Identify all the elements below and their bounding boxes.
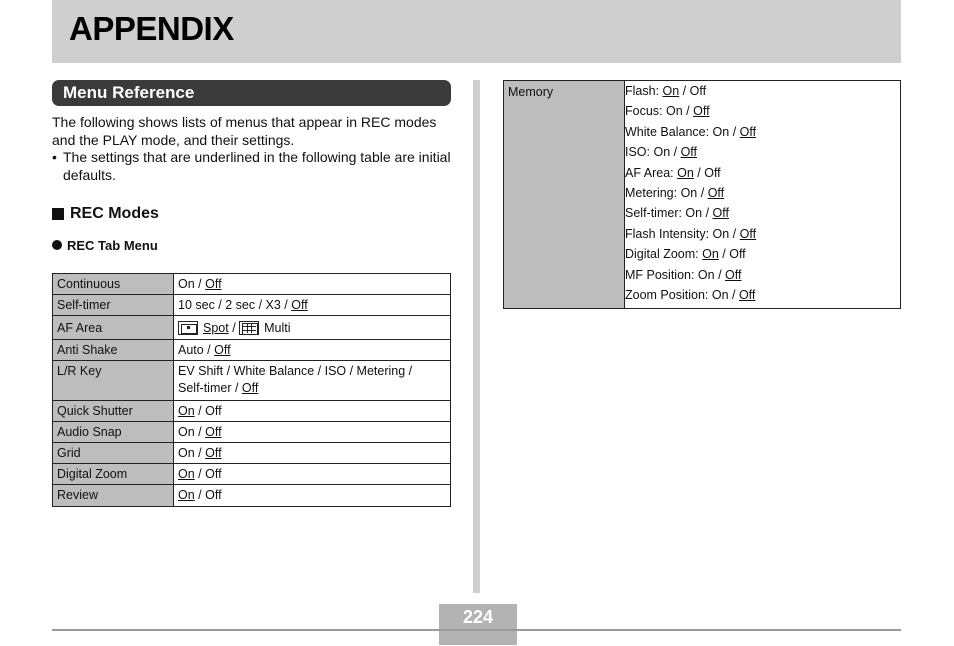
option-text: / Off: [194, 467, 222, 481]
table-row: [53, 485, 451, 507]
table-row: [504, 81, 901, 309]
option-text: / Off: [693, 165, 721, 180]
rec-tab-menu-table: [52, 273, 451, 507]
bullet-marker: •: [52, 149, 57, 165]
setting-name: AF Area: [53, 316, 174, 340]
setting-name: Grid: [53, 443, 174, 464]
default-option: Off: [738, 287, 756, 302]
setting-name: Digital Zoom: [53, 464, 174, 485]
default-option: Off: [725, 267, 742, 282]
option-text: Digital Zoom:: [625, 247, 703, 262]
table-row: [53, 340, 451, 361]
table-row: [53, 361, 451, 401]
page-badge-tab: [439, 631, 517, 645]
setting-values: [174, 316, 451, 340]
setting-values: [174, 274, 451, 295]
header-band: [52, 0, 901, 63]
memory-item-metering: [625, 183, 900, 203]
setting-name: L/R Key: [53, 361, 174, 401]
memory-item-zoom-position: [625, 285, 900, 305]
default-option: On: [662, 84, 680, 98]
default-option: Off: [205, 446, 222, 460]
memory-item-flash-intensity: [625, 224, 900, 244]
setting-values: [174, 485, 451, 507]
option-text: / Off: [679, 84, 707, 98]
memory-item-self-timer: [625, 203, 900, 223]
table-row: [53, 443, 451, 464]
setting-name: Self-timer: [53, 295, 174, 316]
option-text: MF Position: On /: [625, 267, 726, 282]
setting-values: [174, 401, 451, 422]
option-text: Zoom Position: On /: [625, 287, 739, 302]
intro-bullet: [52, 149, 451, 184]
memory-item-flash: [625, 81, 900, 101]
default-option: Off: [205, 425, 222, 439]
memory-item-focus: [625, 101, 900, 121]
table-row: [53, 316, 451, 340]
option-text: ISO: On /: [625, 145, 681, 160]
default-option: Off: [739, 124, 757, 139]
default-option: Off: [693, 104, 710, 119]
default-option: Off: [707, 185, 725, 200]
column-divider: [473, 80, 480, 593]
option-text: Multi: [264, 321, 291, 335]
setting-values: [174, 443, 451, 464]
default-option: Off: [739, 226, 757, 241]
setting-name: Audio Snap: [53, 422, 174, 443]
rec-tab-menu-heading: [52, 237, 451, 253]
option-text: AF Area:: [625, 165, 678, 180]
memory-settings: [625, 81, 901, 309]
left-column: [52, 80, 451, 253]
setting-name: Review: [53, 485, 174, 507]
option-text: Auto /: [178, 343, 215, 357]
memory-item-iso: [625, 142, 900, 162]
setting-name: Memory: [504, 81, 625, 309]
page-title: APPENDIX: [69, 10, 234, 47]
memory-table: [503, 80, 901, 309]
option-text: Flash:: [625, 84, 663, 98]
af-spot-icon: [178, 321, 198, 335]
setting-values: [174, 295, 451, 316]
setting-name: Quick Shutter: [53, 401, 174, 422]
memory-item-mf-position: [625, 265, 900, 285]
default-option: On: [677, 165, 694, 180]
table-row: [53, 295, 451, 316]
memory-item-digital-zoom: [625, 244, 900, 264]
setting-name: Anti Shake: [53, 340, 174, 361]
square-bullet-icon: [52, 208, 64, 220]
option-text: On /: [178, 446, 206, 460]
af-multi-icon: [239, 321, 259, 335]
default-option: Off: [214, 343, 231, 357]
setting-name: Continuous: [53, 274, 174, 295]
setting-values: [174, 422, 451, 443]
option-text: 10 sec / 2 sec / X3 /: [178, 298, 292, 312]
option-text: Focus: On /: [625, 104, 694, 119]
bullet-text: The settings that are underlined in the following table are initial defaults.: [63, 149, 451, 183]
default-option: Off: [712, 206, 729, 221]
option-text: Self-timer: On /: [625, 206, 713, 221]
option-text: On /: [178, 425, 206, 439]
table-row: [53, 274, 451, 295]
setting-values: [174, 340, 451, 361]
rec-tab-menu-label: REC Tab Menu: [67, 237, 158, 253]
default-option: Off: [205, 277, 222, 291]
default-option: On: [178, 488, 195, 502]
option-text: EV Shift / White Balance / ISO / Metering /: [178, 364, 413, 378]
rec-modes-heading: [52, 204, 451, 224]
intro-paragraph: The following shows lists of menus that appear in REC modes and the PLAY mode, and their settings.: [52, 114, 437, 148]
setting-values: [174, 464, 451, 485]
option-text: / Off: [194, 488, 222, 502]
default-option: On: [178, 467, 195, 481]
default-option: Off: [291, 298, 308, 312]
option-text: Self-timer /: [178, 381, 242, 395]
default-option: Off: [680, 145, 698, 160]
option-text: White Balance: On /: [625, 124, 740, 139]
default-option: On: [702, 247, 719, 262]
memory-item-af-area: [625, 163, 900, 183]
section-title: Menu Reference: [52, 80, 451, 106]
option-text: On /: [178, 277, 206, 291]
table-row: [53, 464, 451, 485]
table-row: [53, 422, 451, 443]
option-text: Flash Intensity: On /: [625, 226, 740, 241]
circle-bullet-icon: [52, 240, 62, 250]
default-option: Off: [241, 381, 259, 395]
rec-modes-label: REC Modes: [70, 205, 159, 222]
table-row: [53, 401, 451, 422]
option-text: / Off: [194, 404, 222, 418]
setting-values: [174, 361, 451, 401]
option-text: Metering: On /: [625, 185, 708, 200]
option-separator: /: [228, 321, 240, 335]
default-option: On: [178, 404, 195, 418]
option-text: / Off: [718, 247, 746, 262]
page-number-badge: [439, 604, 517, 645]
page-number: 224: [439, 604, 517, 629]
memory-item-white-balance: [625, 122, 900, 142]
default-option: Spot: [203, 321, 229, 335]
